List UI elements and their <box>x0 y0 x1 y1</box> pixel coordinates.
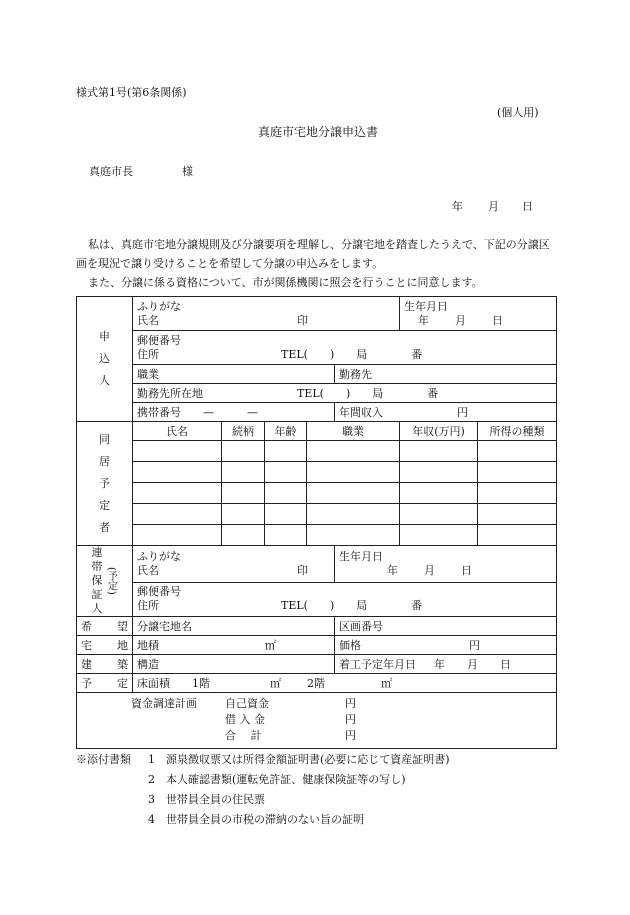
funding-plan[interactable] <box>77 693 557 749</box>
block-number-field[interactable]: 区画番号 <box>335 617 557 636</box>
date-day: 日 <box>522 200 533 213</box>
cohabitant-row[interactable] <box>77 483 557 504</box>
cohabitant-row[interactable] <box>77 525 557 546</box>
cohabitant-row[interactable] <box>77 441 557 462</box>
applicant-address-field[interactable]: 郵便番号 住所 TEL( ) 局 番 <box>133 331 557 365</box>
date-year: 年 <box>452 200 463 213</box>
funding-item-label: 借 入 金 <box>225 713 265 726</box>
price-field[interactable]: 価格 円 <box>335 636 557 655</box>
cohabitant-label: 同 居 予 定 者 <box>77 422 133 546</box>
funding-title: 資金調達計画 <box>131 697 197 710</box>
attachment-item: 3 世帯員全員の住民票 <box>148 793 265 806</box>
applicant-name-field[interactable]: ふりがな 氏名 印 <box>133 297 400 331</box>
floor-area-field[interactable]: 床面積 1階 ㎡ 2階 ㎡ <box>133 674 557 693</box>
guarantor-address-field[interactable]: 郵便番号 住所 TEL( ) 局 番 <box>133 582 557 617</box>
intro-paragraph: 私は、真庭市宅地分譲規則及び分譲要項を理解し、分譲宅地を踏査したうえで、下記の分譲区画を現況で譲り受けることを希望して分譲の申込みをします。 <box>76 238 550 270</box>
applicant-work-address-field[interactable]: 勤務先所在地 TEL( ) 局 番 <box>133 384 557 403</box>
structure-field[interactable]: 構造 <box>133 655 335 674</box>
applicant-workplace-field[interactable]: 勤務先 <box>335 365 557 384</box>
guarantor-sub-label: (予定) <box>105 567 117 595</box>
attachment-item: 4 世帯員全員の市税の滞納のない旨の証明 <box>148 813 364 826</box>
cohabitant-header-relation: 続柄 <box>222 422 265 441</box>
land-label: 希 望 <box>77 617 133 636</box>
addressee-honorific: 様 <box>182 165 193 178</box>
applicant-birthdate-field[interactable]: 生年月日 年 月 日 <box>400 297 557 331</box>
attachments-heading: ※添付書類 <box>76 753 131 766</box>
funding-item-unit: 円 <box>345 729 356 742</box>
funding-item-unit: 円 <box>345 713 356 726</box>
form-number: 様式第1号(第6条関係) <box>76 86 187 99</box>
applicant-job-field[interactable]: 職業 <box>133 365 335 384</box>
cohabitant-header-income-type: 所得の種類 <box>478 422 557 441</box>
funding-item-label: 合 計 <box>225 729 262 742</box>
applicant-mobile-field[interactable]: 携帯番号 — — <box>133 403 335 422</box>
cohabitant-row[interactable] <box>77 504 557 525</box>
funding-item-label: 自己資金 <box>225 697 269 710</box>
intro-paragraph: また、分譲に係る資格について、市が関係機関に照会を行うことに同意します。 <box>88 276 483 289</box>
applicant-label: 申 込 人 <box>77 297 133 422</box>
guarantor-name-field[interactable]: ふりがな 氏名 印 <box>133 546 335 583</box>
building-label: 予 定 <box>77 674 133 693</box>
area-field[interactable]: 地積 ㎡ <box>133 636 335 655</box>
cohabitant-header-job: 職業 <box>307 422 400 441</box>
cohabitant-header-income: 年収(万円) <box>400 422 478 441</box>
lot-name-field[interactable]: 分譲宅地名 <box>133 617 335 636</box>
land-label: 宅 地 <box>77 636 133 655</box>
building-label: 建 築 <box>77 655 133 674</box>
applicant-income-field[interactable]: 年間収入 円 <box>335 403 557 422</box>
guarantor-label: 連 帯 保 証 人 (予定) <box>77 546 133 617</box>
cohabitant-header-age: 年齢 <box>265 422 307 441</box>
intro-text <box>76 235 560 292</box>
funding-item-unit: 円 <box>345 697 356 710</box>
cohabitant-row[interactable] <box>77 462 557 483</box>
construction-start-field[interactable]: 着工予定年月日 年 月 日 <box>335 655 557 674</box>
cohabitant-header-name: 氏名 <box>133 422 222 441</box>
addressee: 真庭市長 <box>89 165 133 178</box>
guarantor-birthdate-field[interactable]: 生年月日 年 月 日 <box>335 546 557 583</box>
form-kind: (個人用) <box>497 106 539 119</box>
date-month: 月 <box>488 200 499 213</box>
application-table <box>76 296 557 749</box>
page-title: 真庭市宅地分譲申込書 <box>258 125 379 139</box>
attachment-item: 2 本人確認書類(運転免許証、健康保険証等の写し) <box>148 773 406 786</box>
attachment-item: 1 源泉徴収票又は所得金額証明書(必要に応じて資産証明書) <box>148 753 450 766</box>
